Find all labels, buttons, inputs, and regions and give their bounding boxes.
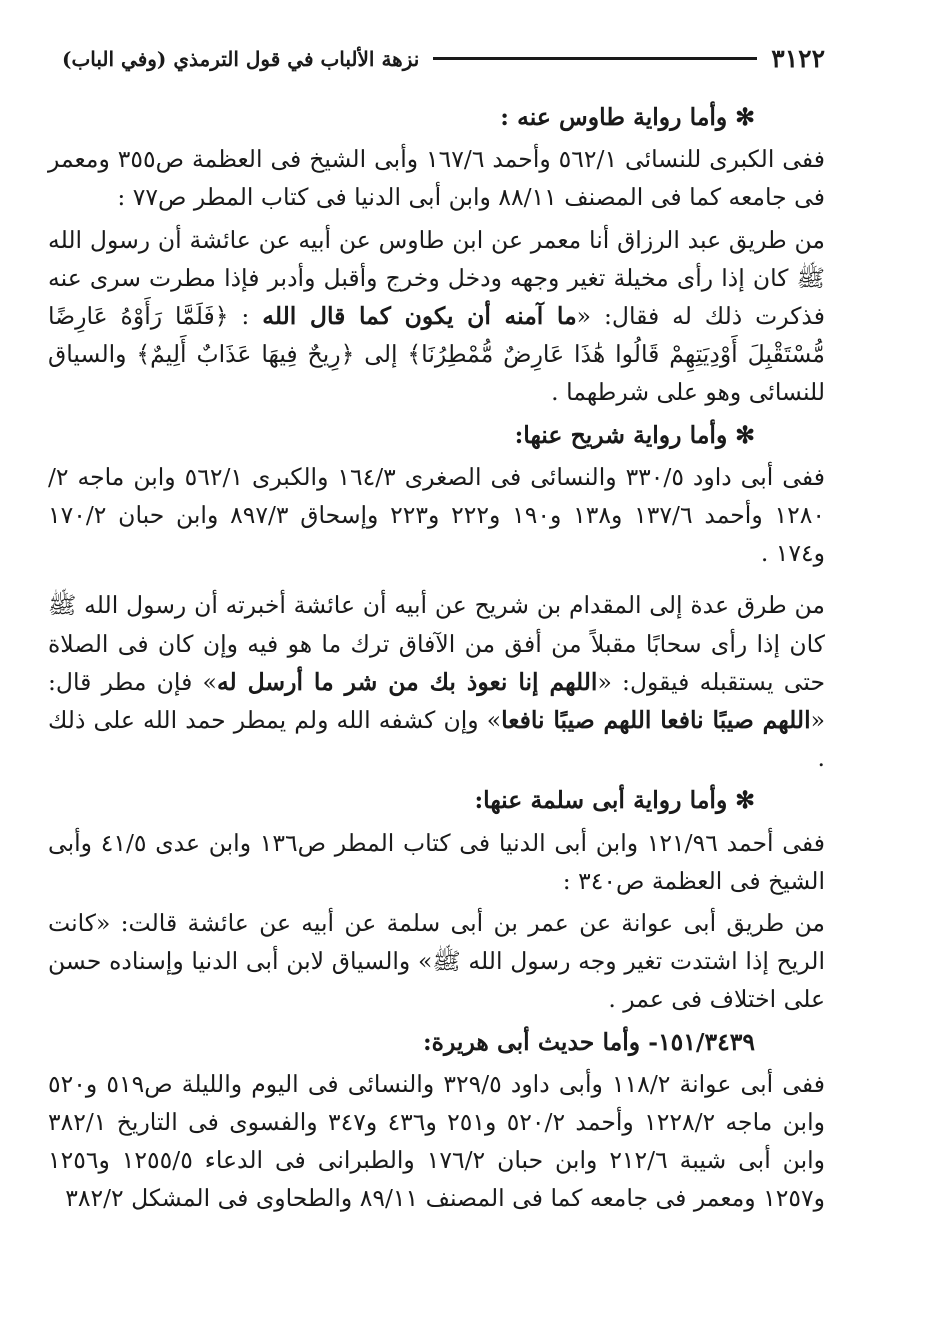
page-number: ٣١٢٢ — [771, 44, 825, 73]
narration-text: من طريق عبد الرزاق أنا معمر عن ابن طاوس عن أبيه عن عائشة أن رسول الله ﷺ كان إذا رأى مخيلة تغير وجهه ودخل وخرج وأقبل وأدبر فإذا مطرت سرى عنه فذكرت ذلك له فقال: « — [48, 225, 825, 331]
narration-text: : ﴿فَلَمَّا رَأَوْهُ عَارِضًا مُّسْتَقْبِلَ أَوْدِيَتِهِمْ قَالُوا هَٰذَا عَارِضٌ مُّمْطِرُنَا﴾ إلى ﴿رِيحٌ فِيهَا عَذَابٌ أَلِيمٌ﴾ والسياق للنسائى وهو على شرطهما . — [48, 302, 825, 407]
hadith-quote: اللهم صيبًا نافعا اللهم صيبًا نافعا — [501, 706, 811, 735]
asterisk-icon: ✻ — [735, 420, 755, 449]
sources-paragraph: ففى أبى عوانة ١١٨/٢ وأبى داود ٣٢٩/٥ والنسائى فى اليوم والليلة ص٥١٩ و٥٢٠ وابن ماجه ١٢٢٨/٢ وأحمد ٥٢٠/٢ و٢٥١ و٤٣٦ و٣٤٧ والفسوى فى التاريخ ٣٨٢/١ وابن أبى شيبة ٢١٢/٦ وابن حبان ١٧٦/٢ والطبرانى فى الدعاء ١٢٥٥/٥ و١٢٥٦ و١٢٥٧ ومعمر فى جامعه كما فى المصنف ٨٩/١١ والطحاوى فى المشكل ٣٨٢/٢ — [48, 1069, 825, 1213]
narration-text: » فإن مطر قال: « — [48, 667, 825, 735]
section-heading-text: وأما رواية شريح عنها: — [514, 420, 728, 449]
section-heading-text: وأما رواية طاوس عنه : — [500, 103, 728, 131]
sources-paragraph: ففى أبى داود ٣٣٠/٥ والنسائى فى الصغرى ١٦٤/٣ والكبرى ٥٦٢/١ وابن ماجه ٢/ ١٢٨٠ وأحمد ١٣٧/٦ و١٣٨ و١٩٠ و٢٢٢ و٢٢٣ وإسحاق ٨٩٧/٣ وابن حبان ١٧٠/٢ و١٧٤ . — [48, 462, 825, 568]
running-title: نزهة الألباب في قول الترمذي (وفي الباب) — [62, 46, 420, 71]
sources-paragraph: ففى أحمد ١٢١/٩٦ وابن أبى الدنيا فى كتاب المطر ص١٣٦ وابن عدى ٤١/٥ وأبى الشيخ فى العظمة ص٣٤٠ : — [48, 828, 825, 895]
hadith-quote: اللهم إنا نعوذ بك من شر ما أرسل له — [216, 667, 598, 696]
narration-paragraph — [48, 586, 825, 777]
page-body — [48, 96, 825, 1222]
sources-paragraph: ففى الكبرى للنسائى ٥٦٢/١ وأحمد ١٦٧/٦ وأبى الشيخ فى العظمة ص٣٥٥ ومعمر فى جامعه كما فى المصنف ٨٨/١١ وابن أبى الدنيا فى كتاب المطر ص٧٧ : — [48, 145, 826, 212]
running-header — [62, 44, 825, 73]
header-rule — [433, 57, 757, 60]
narration-paragraph — [48, 221, 825, 412]
hadith-heading: ١٥١/٣٤٣٩- وأما حديث أبى هريرة: — [422, 1027, 755, 1056]
asterisk-icon: ✻ — [735, 103, 755, 131]
section-heading-text: وأما رواية أبى سلمة عنها: — [474, 786, 728, 815]
section-heading — [48, 781, 755, 819]
section-heading — [48, 98, 755, 136]
section-heading — [48, 416, 755, 454]
asterisk-icon: ✻ — [735, 786, 755, 815]
hadith-quote: ما آمنه أن يكون كما قال الله — [262, 302, 577, 331]
narration-paragraph: من طريق أبى عوانة عن عمر بن أبى سلمة عن أبيه عن عائشة قالت: «كانت الريح إذا اشتدت تغير وجه رسول الله ﷺ» والسياق لابن أبى الدنيا وإسناده حسن على اختلاف فى عمر . — [48, 909, 826, 1014]
narration-text: » وإن كشفه الله ولم يمطر حمد الله على ذلك . — [48, 706, 825, 773]
narration-text: من طرق عدة إلى المقدام بن شريح عن أبيه أن عائشة أخبرته أن رسول الله ﷺ كان إذا رأى سحابًا مقبلاً من أفق من الآفاق ترك ما هو فيه وإن كان فى الصلاة حتى يستقبله فيقول: « — [48, 591, 825, 696]
